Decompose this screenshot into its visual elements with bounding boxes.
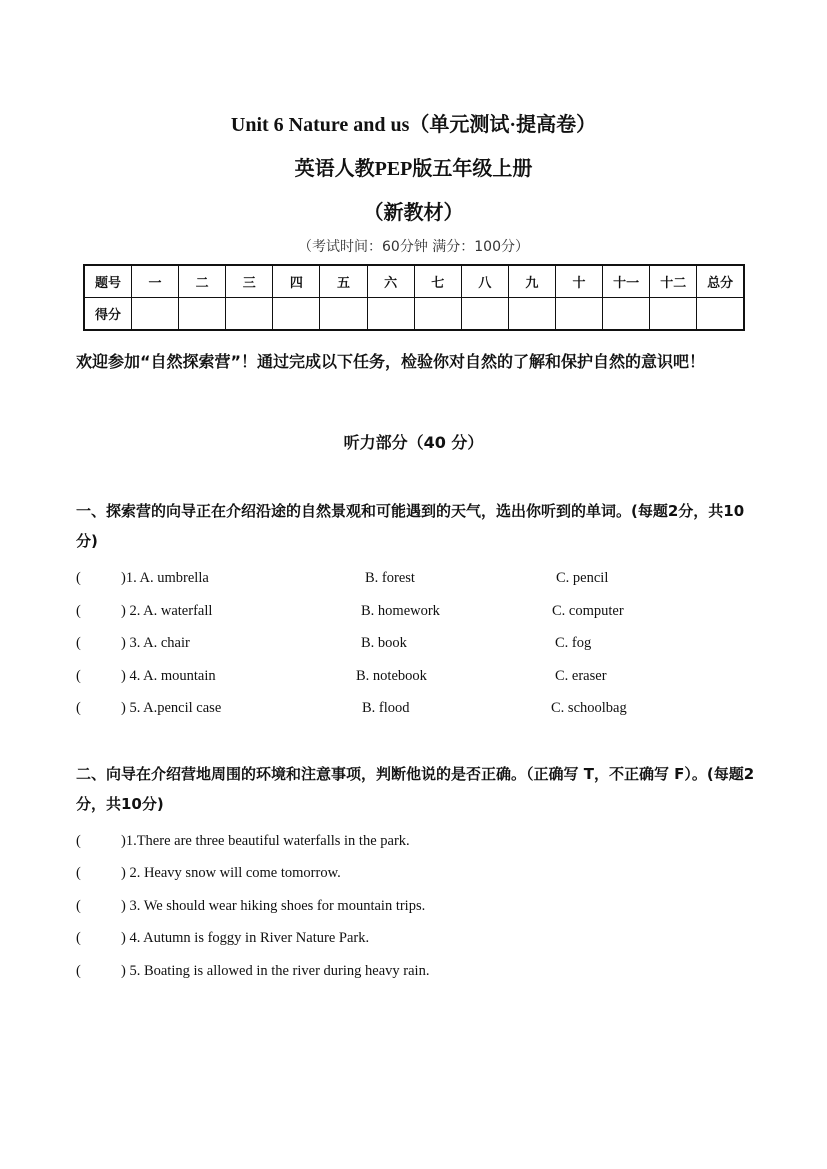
exam-info: （考试时间：60分钟 满分：100分） bbox=[298, 239, 529, 255]
option-c: C. schoolbag bbox=[551, 700, 627, 716]
answer-blank[interactable]: ( bbox=[76, 865, 81, 881]
option-c: C. computer bbox=[552, 603, 624, 619]
answer-blank[interactable]: ( bbox=[76, 930, 81, 946]
option-c: C. fog bbox=[555, 635, 592, 651]
question-text: ) 5. A.pencil case bbox=[121, 700, 222, 716]
score-cell[interactable] bbox=[273, 298, 320, 331]
score-cell[interactable] bbox=[650, 298, 697, 331]
answer-blank[interactable]: ( bbox=[76, 833, 81, 849]
option-c: C. eraser bbox=[555, 668, 607, 684]
score-table-col: 一 bbox=[132, 265, 179, 298]
score-table-col: 十二 bbox=[650, 265, 697, 298]
question-text: )1.There are three beautiful waterfalls in the park. bbox=[121, 833, 410, 849]
score-cell[interactable] bbox=[414, 298, 461, 331]
score-table-col: 总分 bbox=[697, 265, 744, 298]
score-cell[interactable] bbox=[226, 298, 273, 331]
option-b: B. notebook bbox=[356, 668, 427, 684]
question-text: ) 4. A. mountain bbox=[121, 668, 216, 684]
question-text: ) 4. Autumn is foggy in River Nature Park. bbox=[121, 930, 370, 946]
score-table-header-row bbox=[84, 265, 744, 298]
score-table-col: 八 bbox=[461, 265, 508, 298]
score-cell[interactable] bbox=[132, 298, 179, 331]
answer-blank[interactable]: ( bbox=[76, 603, 81, 619]
part1-heading: 一、探索营的向导正在介绍沿途的自然景观和可能遇到的天气，选出你听到的单词。(每题2分，共10分) bbox=[76, 502, 745, 550]
score-table-col: 七 bbox=[414, 265, 461, 298]
score-table bbox=[83, 264, 745, 331]
option-b: B. homework bbox=[361, 603, 440, 619]
option-b: B. forest bbox=[365, 570, 415, 586]
question-text: ) 3. A. chair bbox=[121, 635, 190, 651]
score-table-col: 二 bbox=[179, 265, 226, 298]
score-table-row2-label: 得分 bbox=[84, 298, 132, 331]
answer-blank[interactable]: ( bbox=[76, 668, 81, 684]
answer-blank[interactable]: ( bbox=[76, 570, 81, 586]
page-title: Unit 6 Nature and us（单元测试·提高卷） bbox=[230, 114, 597, 136]
score-table-col: 九 bbox=[508, 265, 555, 298]
score-table-col: 十一 bbox=[603, 265, 650, 298]
answer-blank[interactable]: ( bbox=[76, 700, 81, 716]
option-b: B. flood bbox=[362, 700, 410, 716]
score-cell[interactable] bbox=[555, 298, 602, 331]
answer-blank[interactable]: ( bbox=[76, 635, 81, 651]
score-table-score-row bbox=[84, 298, 744, 331]
option-c: C. pencil bbox=[556, 570, 609, 586]
score-table-col: 五 bbox=[320, 265, 367, 298]
score-table-row1-label: 题号 bbox=[84, 265, 132, 298]
question-text: ) 5. Boating is allowed in the river during heavy rain. bbox=[121, 963, 430, 979]
answer-blank[interactable]: ( bbox=[76, 898, 81, 914]
question-text: ) 2. A. waterfall bbox=[121, 603, 213, 619]
score-cell[interactable] bbox=[461, 298, 508, 331]
score-cell[interactable] bbox=[697, 298, 744, 331]
question-text: ) 3. We should wear hiking shoes for mountain trips. bbox=[121, 898, 426, 914]
question-text: ) 2. Heavy snow will come tomorrow. bbox=[121, 865, 341, 881]
option-b: B. book bbox=[361, 635, 407, 651]
listening-section-title: 听力部分（40 分） bbox=[343, 433, 484, 452]
score-cell[interactable] bbox=[603, 298, 650, 331]
score-cell[interactable] bbox=[508, 298, 555, 331]
intro-text: 欢迎参加“自然探索营”！通过完成以下任务，检验你对自然的了解和保护自然的意识吧！ bbox=[76, 352, 706, 371]
score-table-col: 十 bbox=[555, 265, 602, 298]
score-table-col: 三 bbox=[226, 265, 273, 298]
question-text: )1. A. umbrella bbox=[121, 570, 209, 586]
score-table-col: 四 bbox=[273, 265, 320, 298]
page-subtitle: 英语人教PEP版五年级上册 bbox=[294, 158, 533, 180]
score-table-col: 六 bbox=[367, 265, 414, 298]
score-cell[interactable] bbox=[320, 298, 367, 331]
score-cell[interactable] bbox=[179, 298, 226, 331]
page-edition: （新教材） bbox=[363, 202, 464, 224]
score-cell[interactable] bbox=[367, 298, 414, 331]
answer-blank[interactable]: ( bbox=[76, 963, 81, 979]
part2-heading: 二、向导在介绍营地周围的环境和注意事项，判断他说的是否正确。（正确写 T，不正确写 F）。(每题2分，共10分) bbox=[76, 765, 755, 813]
